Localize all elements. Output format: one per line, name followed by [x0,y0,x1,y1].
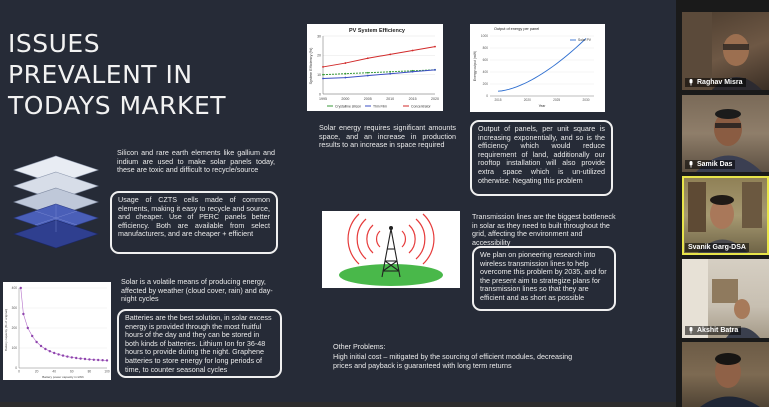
x-tick-label: 2025 [553,98,561,102]
x-tick-label: 80 [87,369,92,374]
x-tick-label: 2015 [408,97,417,101]
output-chart-svg [470,24,605,112]
series-line [323,70,435,75]
chart-title: Output of energy per panel [494,27,540,31]
data-point [84,358,86,360]
data-point [71,356,73,358]
data-point [101,359,103,361]
transmission-tower-image [322,211,460,288]
pv-efficiency-chart [307,24,443,111]
wireless-box: We plan on pioneering research into wireless transmission lines to help overcome this problem by 2035, and for the present aim to strategize plans for transmission lines so that they are efficient and as short as possible [472,246,616,311]
czts-box: Usage of CZTS cells made of common elements, making it easy to recycle and source, and cheaper. Use of PERC panels better efficiency. Both are available from select manufacturers, and are cheaper + efficient [110,191,278,254]
silicon-text: Silicon and rare earth elements like gallium and indium are used to make solar panels today, these are toxic and difficult to recycle/source [117,148,275,175]
participant-tile-active[interactable] [682,176,769,255]
data-point [27,327,29,329]
other-problems-text: High initial cost – mitigated by the sourcing of efficient modules, decreasing prices and payback is guaranteed with long term returns [333,352,573,370]
chart-title: PV System Efficiency [349,28,405,34]
y-axis-label: Battery capacity (% of original) [4,309,8,351]
data-point [322,74,324,76]
output-chart [470,24,605,112]
participant-tile[interactable] [682,95,769,172]
y-tick-label: 400 [11,286,17,291]
data-point [345,62,347,64]
data-point [97,359,99,361]
other-problems-heading: Other Problems: [333,342,386,351]
x-tick-label: 0 [18,369,20,374]
y-tick-label: 20 [317,53,321,58]
data-point [49,350,51,352]
x-tick-label: 20 [34,369,39,374]
x-tick-label: 2020 [431,97,439,101]
series-line [498,38,586,91]
data-point [75,357,77,359]
solar-panel-layers-image [6,150,106,255]
participant-name: Raghav Misra [685,78,746,87]
data-point [389,73,391,75]
batteries-box: Batteries are the best solution, in solar excess energy is provided through the most fruitful hours of the day and they can be stored in both kinds of batteries. Lithium Ion for 36-48 hours to provide during the night. Graphene batteries to store energy for long periods of time, to counter seasonal cycles [117,309,282,378]
data-point [31,335,33,337]
data-point [434,46,436,48]
data-point [367,57,369,59]
data-point [345,73,347,75]
mic-icon [688,79,694,86]
y-tick-label: 200 [482,82,488,87]
data-point [389,71,391,73]
x-tick-label: 100 [104,369,110,374]
data-point [412,50,414,52]
battery-chart [3,282,111,380]
x-tick-label: 60 [70,369,74,374]
slide-bottom-bar [0,402,676,407]
data-point [345,77,347,79]
participant-name: Svanik Garg-DSA [685,243,749,252]
data-point [93,359,95,361]
data-point [412,71,414,73]
transmission-text: Transmission lines are the biggest bottleneck in solar as they need to built throughout the grid, affecting the environment and accessibility [472,212,616,247]
data-point [20,287,22,289]
participant-name: Samik Das [685,160,735,169]
data-point [40,345,42,347]
data-point [35,341,37,343]
y-tick-label: 0 [15,366,17,371]
y-tick-label: 1000 [480,34,488,39]
y-tick-label: 100 [11,346,17,351]
legend-label: Concentrator [411,104,431,109]
participant-tile[interactable] [682,342,769,407]
data-point [53,352,55,354]
x-tick-label: 40 [52,369,56,374]
x-tick-label: 2010 [386,97,395,101]
space-text: Solar energy requires significant amounts space, and an increase in production results to an increase in space required [319,123,456,150]
legend-label: Thin Film [373,104,387,109]
video-feed [682,342,769,407]
y-tick-label: 0 [319,92,321,97]
data-point [367,72,369,74]
y-axis-label: Energy output (mW) [473,50,477,82]
x-tick-label: 1995 [319,97,327,101]
participant-tile[interactable] [682,259,769,338]
y-tick-label: 200 [11,326,17,331]
x-tick-label: 2000 [341,97,350,101]
y-tick-label: 10 [317,72,321,77]
y-tick-label: 400 [482,70,488,75]
title-line: ISSUES [8,29,101,58]
data-point [367,75,369,77]
y-tick-label: 300 [11,306,17,311]
data-point [57,353,59,355]
legend-label: Crystalline silicon [335,104,362,109]
series-line [21,288,107,360]
y-tick-label: 0 [486,94,488,99]
title-line: PREVALENT IN [8,60,193,89]
data-point [22,313,24,315]
y-tick-label: 800 [482,46,488,51]
y-tick-label: 600 [482,58,488,63]
pv-efficiency-chart-svg [307,24,443,111]
y-axis-label: System Efficiency (%) [309,47,313,85]
x-axis-label: Battery power capacity in kWh [42,375,84,379]
slide-title [8,28,226,121]
y-tick-label: 30 [317,34,321,39]
participant-name: Akshit Batra [685,326,741,335]
data-point [88,358,90,360]
participant-tile[interactable] [682,12,769,90]
legend-label: Solar PV [578,38,592,43]
data-point [322,66,324,68]
title-line: TODAYS MARKET [8,91,227,120]
output-box: Output of panels, per unit square is increasing exponentially, and so is the efficiency which would reduce requirement of land, additionally our rooftop installation will also provide extra space which is un-utilized otherwise. Negating this problem [470,120,613,196]
series-line [323,47,435,67]
data-point [79,357,81,359]
data-point [44,348,46,350]
mic-icon [688,327,694,334]
x-tick-label: 2020 [523,98,531,102]
data-point [434,69,436,71]
data-point [389,53,391,55]
x-tick-label: 2030 [582,98,590,102]
x-tick-label: 2005 [363,97,372,101]
data-point [106,359,108,361]
x-tick-label: 2015 [494,98,502,102]
mic-icon [688,161,694,168]
data-point [62,354,64,356]
battery-chart-svg [3,282,111,380]
data-point [66,355,68,357]
volatile-text: Solar is a volatile means of producing energy, affected by weather (cloud cover, rain) and day-night cycles [121,277,273,304]
x-axis-label: Year [538,104,546,108]
data-point [322,78,324,80]
